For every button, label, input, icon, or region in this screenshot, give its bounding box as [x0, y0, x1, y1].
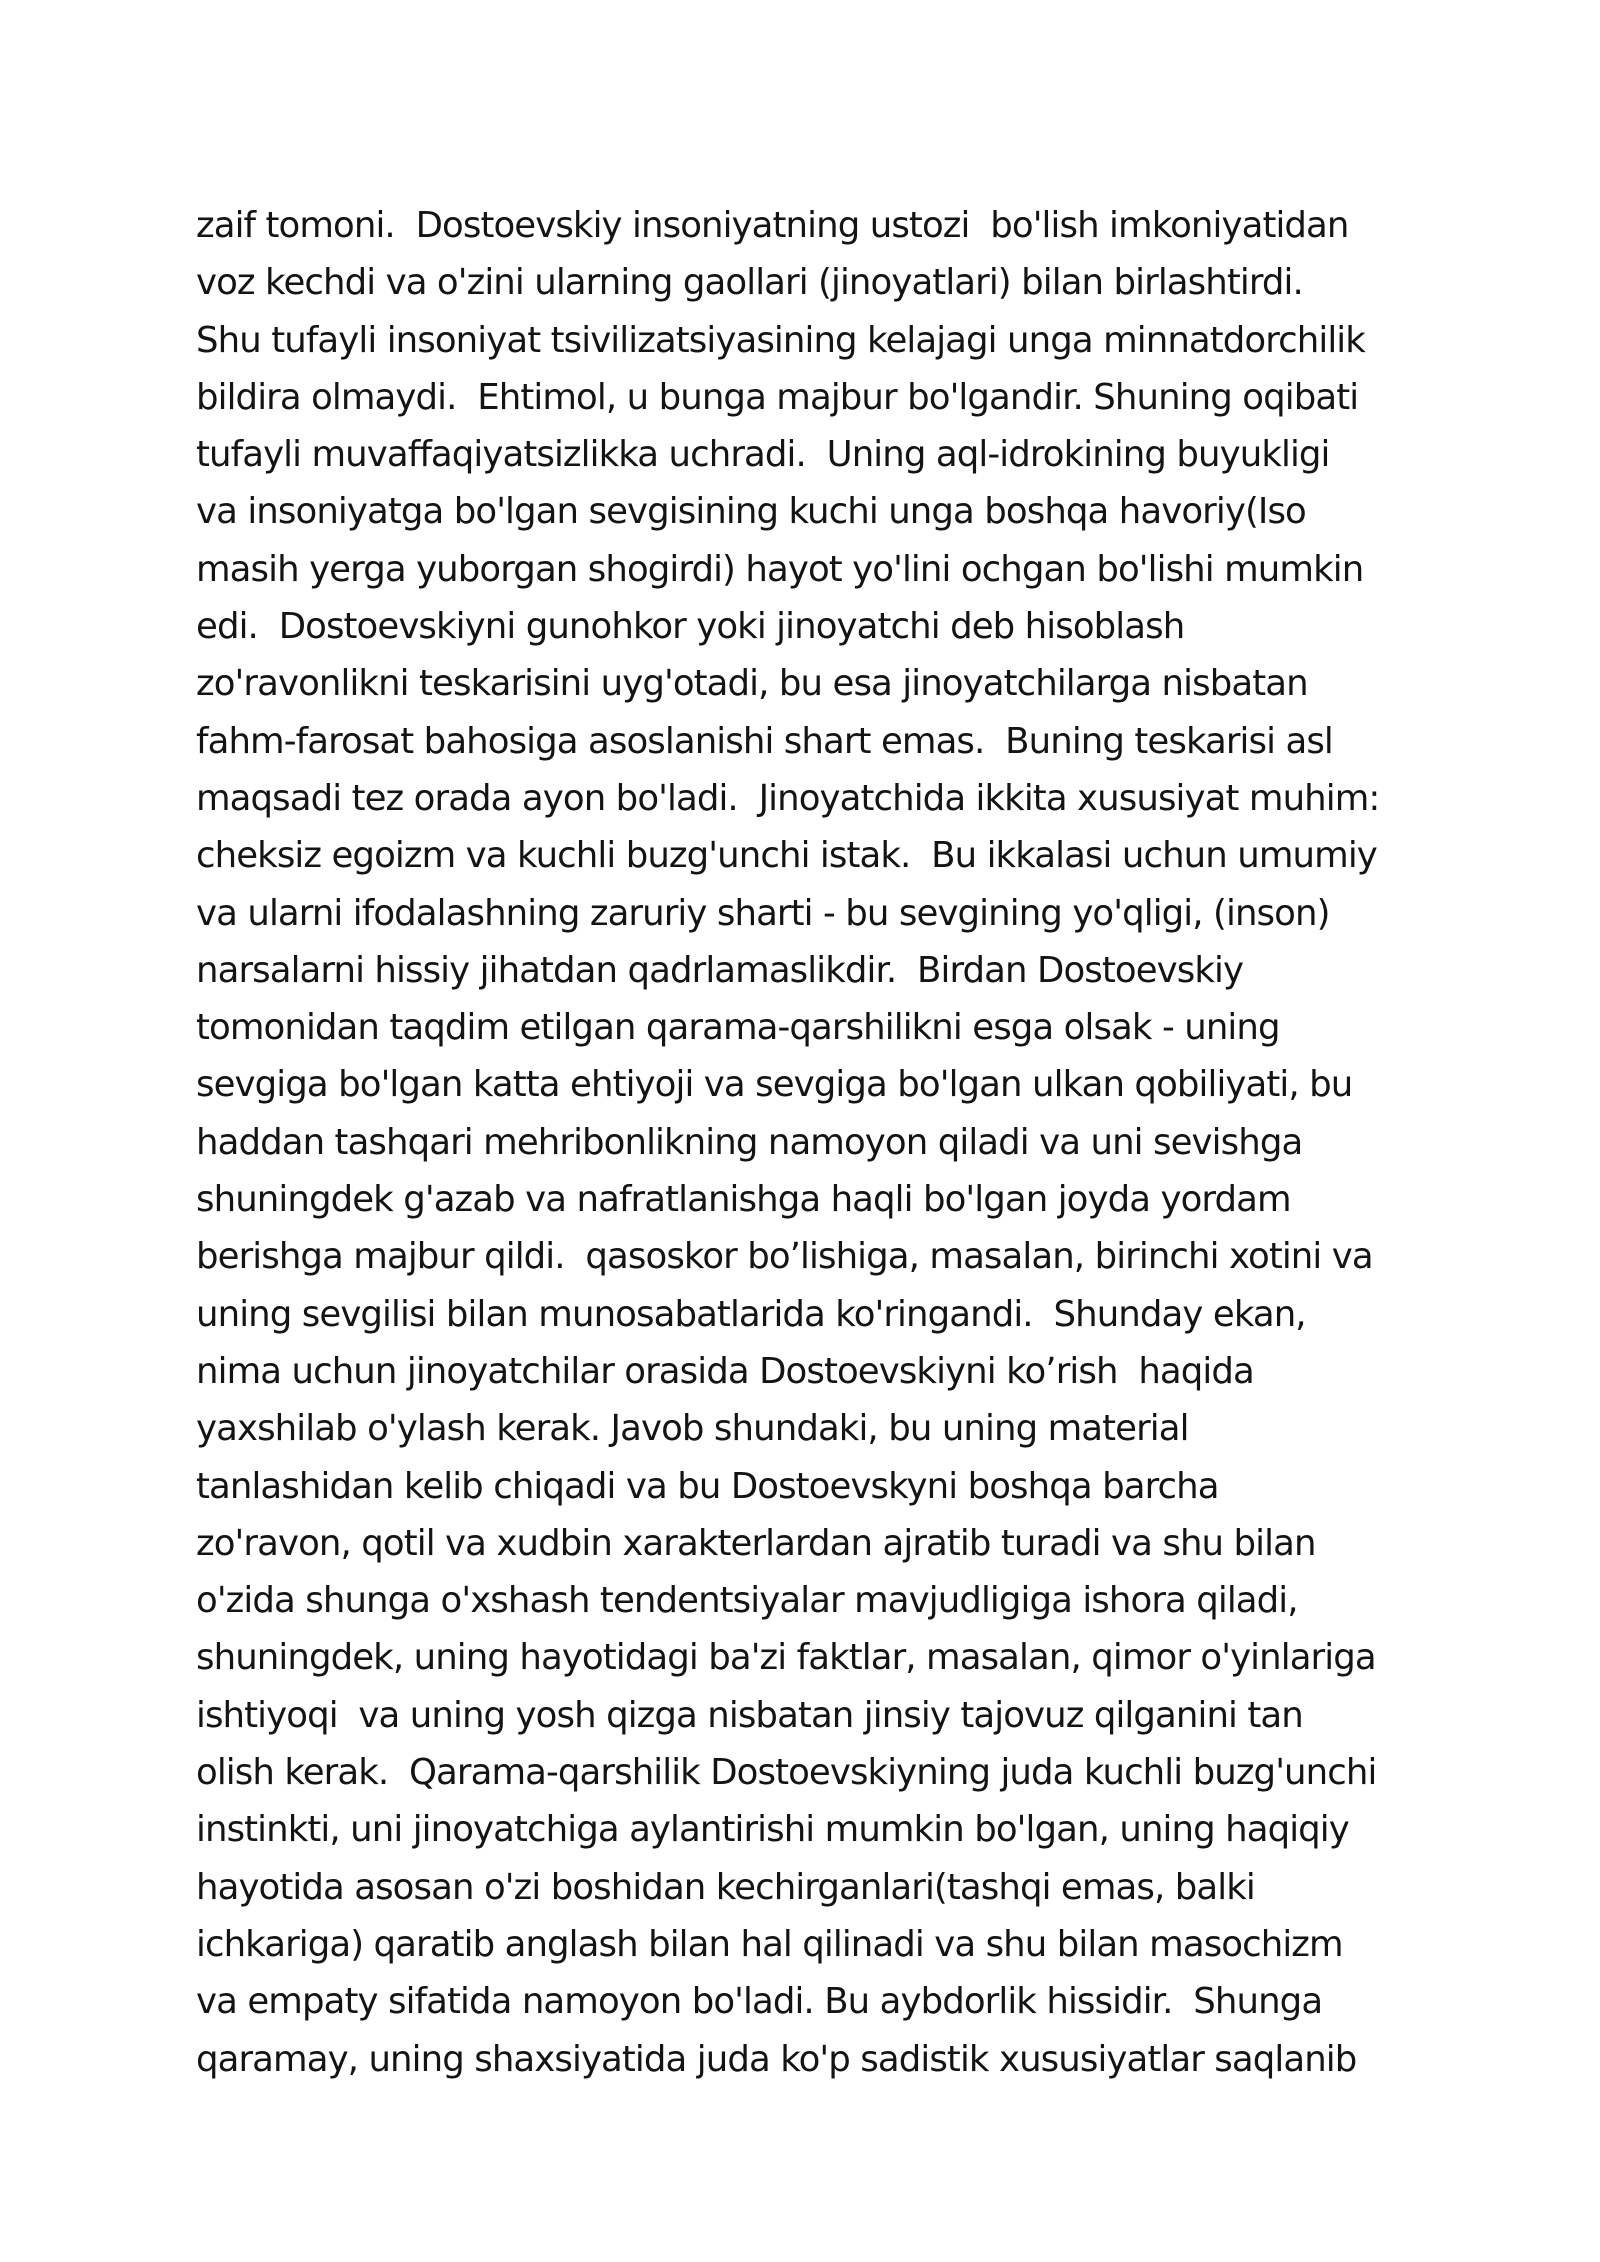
text-line-25: o'zida shunga o'xshash tendentsiyalar mavjudligiga ishora qiladi,	[196, 1580, 1298, 1622]
text-line-3: Shu tufayli insoniyat tsivilizatsiyasining kelajagi unga minnatdorchilik	[196, 319, 1365, 361]
text-line-15: tomonidan taqdim etilgan qarama-qarshilikni esga olsak - uning	[196, 1007, 1280, 1049]
text-line-11: maqsadi tez orada ayon bo'ladi. Jinoyatchida ikkita xususiyat muhim:	[196, 777, 1380, 819]
text-line-6: va insoniyatga bo'lgan sevgisining kuchi unga boshqa havoriy(Iso	[196, 491, 1306, 533]
text-line-9: zo'ravonlikni teskarisini uyg'otadi, bu esa jinoyatchilarga nisbatan	[196, 663, 1308, 705]
text-line-20: uning sevgilisi bilan munosabatlarida ko'ringandi. Shunday ekan,	[196, 1293, 1306, 1335]
text-line-23: tanlashidan kelib chiqadi va bu Dostoevskyni boshqa barcha	[196, 1465, 1219, 1507]
text-line-10: fahm-farosat bahosiga asoslanishi shart emas. Buning teskarisi asl	[196, 720, 1333, 762]
text-line-32: va empaty sifatida namoyon bo'ladi. Bu aybdorlik hissidir. Shunga	[196, 1981, 1323, 2023]
text-line-33: qaramay, uning shaxsiyatida juda ko'p sadistik xususiyatlar saqlanib	[196, 2038, 1357, 2080]
body-text	[196, 197, 1456, 2088]
text-line-17: haddan tashqari mehribonlikning namoyon qiladi va uni sevishga	[196, 1121, 1303, 1163]
text-line-1: zaif tomoni. Dostoevskiy insoniyatning ustozi bo'lish imkoniyatidan	[196, 205, 1349, 246]
text-line-19: berishga majbur qildi. qasoskor bo’lishiga, masalan, birinchi xotini va	[196, 1236, 1373, 1278]
text-line-13: va ularni ifodalashning zaruriy sharti - bu sevgining yo'qligi, (inson)	[196, 892, 1330, 934]
text-line-8: edi. Dostoevskiyni gunohkor yoki jinoyatchi deb hisoblash	[196, 606, 1185, 648]
text-line-26: shuningdek, uning hayotidagi ba'zi faktlar, masalan, qimor o'yinlariga	[196, 1637, 1376, 1679]
text-line-16: sevgiga bo'lgan katta ehtiyoji va sevgiga bo'lgan ulkan qobiliyati, bu	[196, 1064, 1353, 1106]
text-line-28: olish kerak. Qarama-qarshilik Dostoevskiyning juda kuchli buzg'unchi	[196, 1752, 1377, 1794]
text-line-5: tufayli muvaffaqiyatsizlikka uchradi. Uning aql-idrokining buyukligi	[196, 434, 1330, 476]
text-line-24: zo'ravon, qotil va xudbin xarakterlardan ajratib turadi va shu bilan	[196, 1522, 1316, 1564]
text-line-2: voz kechdi va o'zini ularning gaollari (jinoyatlari) bilan birlashtirdi.	[196, 262, 1303, 304]
text-line-14: narsalarni hissiy jihatdan qadrlamaslikdir. Birdan Dostoevskiy	[196, 949, 1244, 991]
text-line-21: nima uchun jinoyatchilar orasida Dostoevskiyni ko’rish haqida	[196, 1350, 1254, 1392]
text-line-12: cheksiz egoizm va kuchli buzg'unchi istak. Bu ikkalasi uchun umumiy	[196, 835, 1377, 877]
text-line-4: bildira olmaydi. Ehtimol, u bunga majbur bo'lgandir. Shuning oqibati	[196, 376, 1359, 418]
text-line-30: hayotida asosan o'zi boshidan kechirganlari(tashqi emas, balki	[196, 1866, 1255, 1908]
text-line-18: shuningdek g'azab va nafratlanishga haqli bo'lgan joyda yordam	[196, 1179, 1291, 1221]
text-line-29: instinkti, uni jinoyatchiga aylantirishi mumkin bo'lgan, uning haqiqiy	[196, 1809, 1349, 1851]
text-line-22: yaxshilab o'ylash kerak. Javob shundaki, bu uning material	[196, 1408, 1189, 1450]
text-line-27: ishtiyoqi va uning yosh qizga nisbatan jinsiy tajovuz qilganini tan	[196, 1694, 1303, 1736]
text-line-7: masih yerga yuborgan shogirdi) hayot yo'lini ochgan bo'lishi mumkin	[196, 548, 1364, 590]
text-line-31: ichkariga) qaratib anglash bilan hal qilinadi va shu bilan masochizm	[196, 1923, 1343, 1965]
